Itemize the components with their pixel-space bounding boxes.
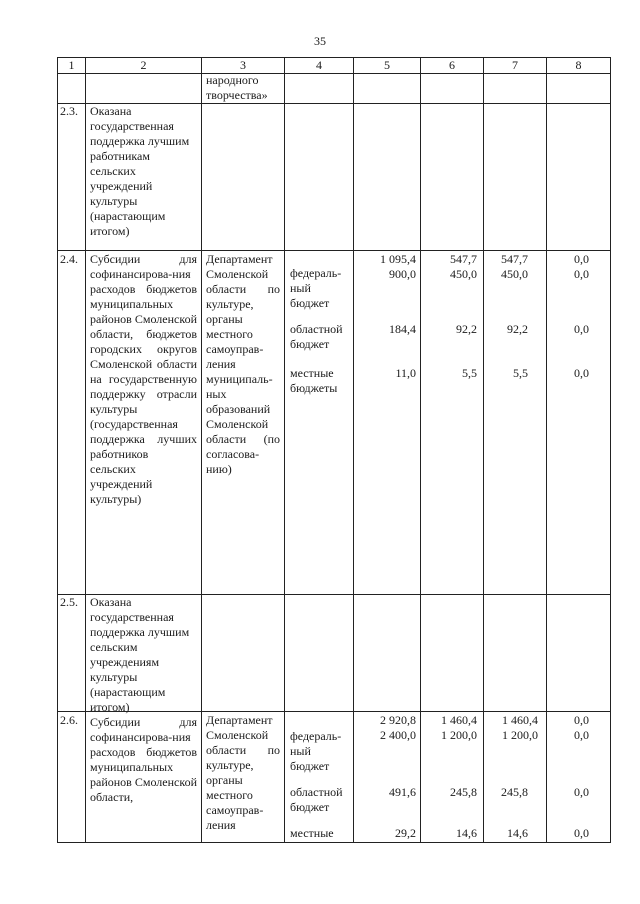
row-2-6-y1-local: 14,6: [456, 826, 477, 840]
row-2-4-total-col5: [354, 252, 416, 380]
row-2-4-y3-federal: 0,0: [574, 267, 589, 281]
header-col-2: 2: [140, 58, 147, 72]
row-2-4-source-local: местные бюджеты: [290, 366, 338, 395]
header-col-4: 4: [316, 58, 322, 72]
row-2-6-source-local: местные: [290, 826, 334, 840]
row-2-6-y1-regional: 245,8: [450, 785, 477, 799]
row-2-6-y2-all: 1 460,4: [502, 713, 538, 727]
row-2-6-total-local: 29,2: [395, 826, 416, 840]
row-2-4-year3-col8: [547, 252, 589, 380]
row-2-4-y3-local: 0,0: [574, 366, 589, 380]
header-col-1: 1: [68, 58, 75, 72]
row-2-6-number: 2.6.: [60, 713, 78, 727]
row-2-4-y1-local: 5,5: [462, 366, 477, 380]
row-2-4-year2-col7: [484, 252, 528, 380]
row-2-6-y3-all: 0,0: [574, 713, 589, 727]
row-2-6-y2-regional: 245,8: [501, 785, 528, 799]
row-2-4-y2-local: 5,5: [513, 366, 528, 380]
row-2-6-source-federal: федераль-ный бюджет: [290, 729, 342, 773]
row-2-4-y1-all: 547,7: [450, 252, 477, 266]
row-2-4-total-federal: 900,0: [389, 267, 416, 281]
header-col-7: 7: [512, 58, 518, 72]
row-2-6-source-regional: областной бюджет: [290, 785, 343, 814]
row-2-6-y2-federal: 1 200,0: [502, 728, 538, 742]
row-2-4-source-regional: областной бюджет: [290, 322, 343, 351]
row-2-6-y3-local: 0,0: [574, 826, 589, 840]
row-2-3-number: 2.3.: [60, 104, 78, 118]
row-2-6-year3-col8: [547, 713, 589, 841]
row-2-6-year2-col7: [484, 713, 538, 841]
header-col-6: 6: [449, 58, 455, 72]
row-2-6-executor: Департамент Смоленской области по культуре, органы местного самоуправ-ления: [206, 713, 280, 832]
row-2-4-number: 2.4.: [60, 252, 78, 266]
row-2-4-y2-all: 547,7: [501, 252, 528, 266]
row-2-4-name: Субсидии для софинансирова-ния расходов бюджетов муниципальных районов Смоленской области, бюджетов городских округов Смоленской области на государственную поддержку отрасли культуры (государственная поддержка лучших работников сельских учреждений культуры): [90, 252, 197, 506]
row-2-4-source-federal: федераль-ный бюджет: [290, 266, 342, 310]
row-2-4-y2-regional: 92,2: [507, 322, 528, 336]
continuation-executor-text: народного творчества»: [206, 73, 268, 102]
row-2-5-name: Оказана государственная поддержка лучшим сельским учреждениям культуры (нарастающим итогом): [90, 595, 190, 714]
row-2-6-total-federal: 2 400,0: [380, 728, 416, 742]
row-2-5-number: 2.5.: [60, 595, 78, 609]
row-2-4-y2-federal: 450,0: [501, 267, 528, 281]
row-2-6-total-regional: 491,6: [389, 785, 416, 799]
row-2-4-year1-col6: [421, 252, 477, 380]
row-2-6-name: Субсидии для софинансирова-ния расходов бюджетов муниципальных районов Смоленской области,: [90, 715, 197, 804]
row-2-4-y1-regional: 92,2: [456, 322, 477, 336]
row-2-4-executor: Департамент Смоленской области по культуре, органы местного самоуправ-ления муниципаль-ных образований Смоленской области (по согласова-нию): [206, 252, 280, 476]
row-2-6-y1-federal: 1 200,0: [441, 728, 477, 742]
row-2-6-total-col5: [354, 713, 416, 841]
row-2-6-y2-local: 14,6: [507, 826, 528, 840]
row-2-4-y1-federal: 450,0: [450, 267, 477, 281]
row-2-4-y3-regional: 0,0: [574, 322, 589, 336]
header-col-3: 3: [240, 58, 246, 72]
row-2-3-name: Оказана государственная поддержка лучшим работникам сельских учреждений культуры (нарастающим итогом): [90, 104, 190, 238]
row-2-4-total-all: 1 095,4: [380, 252, 416, 266]
row-2-6-total-all: 2 920,8: [380, 713, 416, 727]
row-2-6-year1-col6: [421, 713, 477, 841]
row-2-4-y3-all: 0,0: [574, 252, 589, 266]
header-col-8: 8: [575, 58, 582, 72]
header-col-5: 5: [384, 58, 390, 72]
row-2-6-y3-regional: 0,0: [574, 785, 589, 799]
row-2-4-total-regional: 184,4: [389, 322, 416, 336]
row-2-4-total-local: 11,0: [395, 366, 416, 380]
row-2-6-y3-federal: 0,0: [574, 728, 589, 742]
row-2-6-y1-all: 1 460,4: [441, 713, 477, 727]
page-number: 35: [314, 34, 326, 48]
